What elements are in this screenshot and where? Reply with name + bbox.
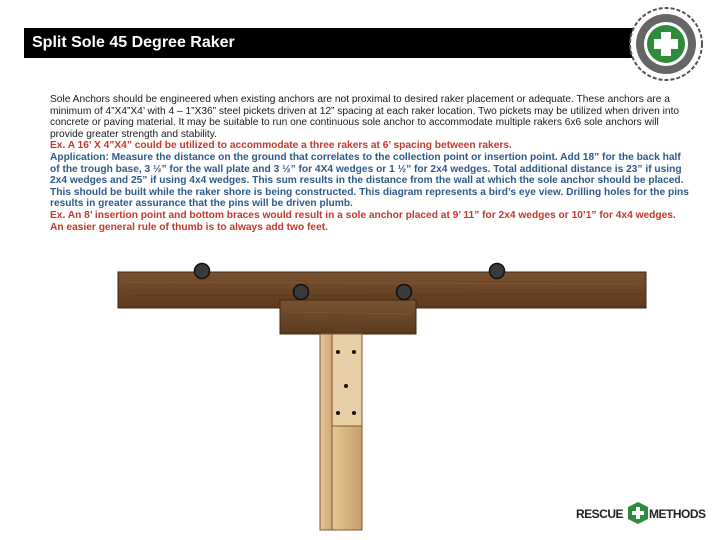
pin bbox=[352, 350, 356, 354]
picket bbox=[397, 285, 412, 300]
paragraph-application: Application: Measure the distance on the ground that correlates to the collection point or insertion point. Add 18” for the back half of the trough base, 3 ½” for the wall plate and 3 ½” for 4X4 wedges or 1 ½” for 2x4 wedges. Total additional distance is 23” if using 2x4 wedges and 25” if using 4x4 wedges. This sum results in the distance from the wall at which the sole anchor should be placed. This should be built while the raker shore is being constructed. This diagram represents a bird’s eye view. Drilling holes for the pins results in greater assurance that the pins will be driven plumb. bbox=[50, 151, 689, 210]
pin bbox=[336, 411, 340, 415]
paragraph-example-1: Ex. A 16’ X 4”X4” could be utilized to accommodate a three rakers at 6’ spacing between rakers. bbox=[50, 140, 512, 152]
paragraph-example-2: Ex. An 8’ insertion point and bottom braces would result in a sole anchor placed at 9’ 11” for 2x4 wedges or 10’1” for 4x4 wedges. An easier general rule of thumb is to always add two feet. bbox=[50, 209, 676, 233]
pin bbox=[352, 411, 356, 415]
page-title: Split Sole 45 Degree Raker bbox=[32, 34, 235, 51]
picket bbox=[490, 264, 505, 279]
trough-base bbox=[280, 300, 416, 334]
paragraph-sole-anchors: Sole Anchors should be engineered when existing anchors are not proximal to desired raker placement or adequate. These anchors are a minimum of 4”X4”X4’ with 4 – 1”X36” steel pickets driven at 12” spacing at each raker location. Two pickets may be utilized when driven into concrete or paving material. It may be suitable to run one continuous sole anchor to accommodate multiple rakers 6x6 sole anchors will provide greater strength and stability. bbox=[50, 94, 680, 140]
pin bbox=[336, 350, 340, 354]
picket bbox=[294, 285, 309, 300]
brand-methods: METHODS bbox=[649, 507, 706, 521]
pin bbox=[344, 384, 348, 388]
footer-brand bbox=[576, 504, 708, 526]
green-cross-icon bbox=[628, 502, 648, 524]
brand-rescue: RESCUE bbox=[576, 507, 624, 521]
picket bbox=[195, 264, 210, 279]
